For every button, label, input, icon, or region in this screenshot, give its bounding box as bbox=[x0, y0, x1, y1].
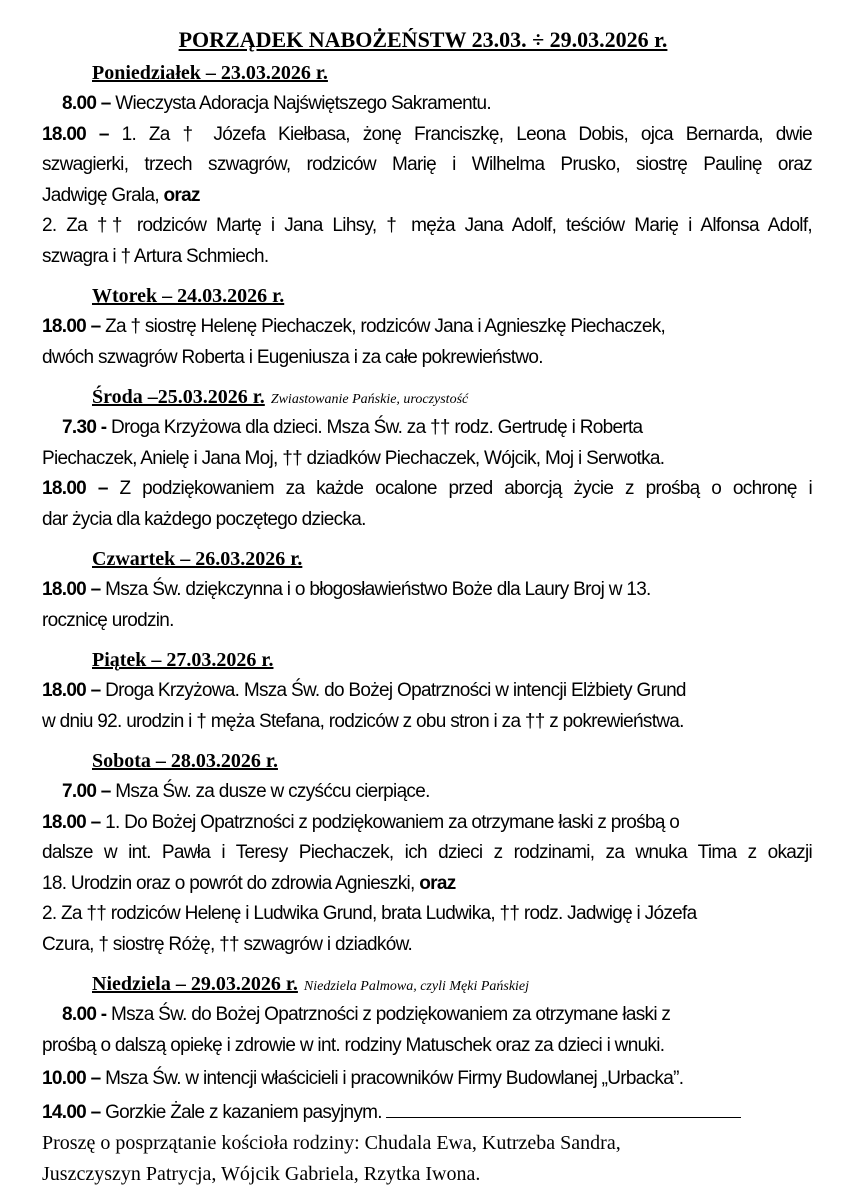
intention-text: Gorzkie Żale z kazaniem pasyjnym. bbox=[105, 1101, 382, 1123]
intention-text: Piechaczek, Anielę i Jana Moj, †† dziadków Piechaczek, Wójcik, Moj i Serwotka. bbox=[42, 447, 665, 469]
intention-text: Droga Krzyżowa. Msza Św. do Bożej Opatrzności w intencji Elżbiety Grund bbox=[105, 680, 686, 701]
intention-text: 2. Za †† rodziców Helenę i Ludwika Grund, brata Ludwika, †† rodz. Jadwigę i Józefa bbox=[42, 903, 697, 924]
intention-text: 18. Urodzin oraz o powrót do zdrowia Agnieszki, bbox=[42, 872, 420, 894]
intention-text: w dniu 92. urodzin i † męża Stefana, rodziców z obu stron i za †† z pokrewieństwa. bbox=[42, 710, 684, 732]
bold-text: oraz bbox=[419, 872, 456, 894]
day-date: Piątek – 27.03.2026 r. bbox=[92, 649, 274, 671]
day-date: Niedziela – 29.03.2026 r. bbox=[92, 973, 298, 995]
intention-text: 1. Do Bożej Opatrzności z podziękowaniem za otrzymane łaski z prośbą o bbox=[105, 811, 680, 833]
mass-intention-line bbox=[42, 1000, 812, 1031]
mass-intention-line bbox=[42, 808, 812, 839]
cleaning-notice-line: Proszę o posprzątanie kościoła rodziny: Chudala Ewa, Kutrzeba Sandra, bbox=[42, 1132, 621, 1154]
bold-text: 18.00 – bbox=[42, 811, 106, 833]
mass-intention-line bbox=[42, 242, 812, 273]
mass-intention-line bbox=[42, 575, 812, 606]
intention-text: Msza Św. w intencji właścicieli i pracowników Firmy Budowlanej „Urbacka”. bbox=[105, 1068, 684, 1089]
intention-text: rocznicę urodzin. bbox=[42, 609, 174, 631]
intention-text: dwóch szwagrów Roberta i Eugeniusza i za całe pokrewieństwo. bbox=[42, 346, 543, 368]
mass-intention-line bbox=[42, 1064, 812, 1095]
mass-intention-line bbox=[42, 211, 812, 242]
mass-intention-line bbox=[42, 505, 812, 536]
day-note: Niedziela Palmowa, czyli Męki Pańskiej bbox=[303, 979, 530, 994]
mass-intention-line bbox=[42, 150, 812, 181]
cleaning-notice-line: Juszczyszyn Patrycja, Wójcik Gabriela, Rzytka Iwona. bbox=[42, 1163, 481, 1185]
mass-intention-line bbox=[42, 474, 812, 505]
bold-text: 18.00 – bbox=[42, 478, 120, 499]
mass-intention-line bbox=[42, 444, 812, 475]
intention-text: dalsze w int. Pawła i Teresy Piechaczek, ich dzieci z rodzinami, za wnuka Tima z okazji bbox=[42, 842, 812, 863]
mass-intention-line bbox=[42, 707, 812, 738]
bold-text: 10.00 – bbox=[42, 1068, 106, 1089]
mass-intention-line bbox=[42, 777, 812, 808]
mass-intention-line bbox=[42, 1098, 812, 1129]
bold-text: 8.00 - bbox=[62, 1004, 111, 1025]
page-title: PORZĄDEK NABOŻEŃSTW 23.03. ÷ 29.03.2026 r. bbox=[178, 27, 668, 52]
bold-text: 18.00 – bbox=[42, 123, 122, 145]
bold-text: oraz bbox=[163, 184, 200, 206]
day-heading bbox=[42, 58, 812, 89]
mass-intention-line bbox=[42, 120, 812, 151]
day-heading bbox=[42, 645, 812, 676]
document bbox=[42, 24, 812, 1190]
intention-text: Msza Św. do Bożej Opatrzności z podziękowaniem za otrzymane łaski z bbox=[110, 1004, 671, 1025]
divider-rule bbox=[386, 1101, 741, 1118]
bold-text: 18.00 – bbox=[42, 579, 106, 600]
mass-intention-line bbox=[42, 1031, 812, 1062]
day-heading bbox=[42, 746, 812, 777]
intention-text: szwagierki, trzech szwagrów, rodziców Marię i Wilhelma Prusko, siostrę Paulinę oraz bbox=[42, 154, 812, 175]
intention-text: szwagra i † Artura Schmiech. bbox=[42, 245, 269, 267]
day-date: Czwartek – 26.03.2026 r. bbox=[92, 548, 303, 570]
mass-intention-line bbox=[42, 181, 812, 212]
day-date: Środa –25.03.2026 r. bbox=[92, 386, 265, 408]
mass-intention-line bbox=[42, 606, 812, 637]
day-note: Zwiastowanie Pańskie, uroczystość bbox=[270, 392, 469, 407]
mass-intention-line bbox=[42, 89, 812, 120]
mass-intention-line bbox=[42, 869, 812, 900]
day-date: Wtorek – 24.03.2026 r. bbox=[92, 285, 285, 307]
intention-text: 2. Za †† rodziców Martę i Jana Lihsy, † męża Jana Adolf, teściów Marię i Alfonsa Adolf, bbox=[42, 215, 812, 236]
bold-text: 7.00 – bbox=[62, 781, 116, 802]
intention-text: Czura, † siostrę Różę, †† szwagrów i dziadków. bbox=[42, 933, 413, 955]
mass-intention-line bbox=[42, 838, 812, 869]
mass-intention-line bbox=[42, 312, 812, 343]
intention-text: Droga Krzyżowa dla dzieci. Msza Św. za †† rodz. Gertrudę i Roberta bbox=[110, 417, 643, 438]
mass-intention-line bbox=[42, 343, 812, 374]
mass-intention-line bbox=[42, 676, 812, 707]
bold-text: 14.00 – bbox=[42, 1101, 106, 1123]
day-heading bbox=[42, 969, 812, 1000]
bold-text: 18.00 – bbox=[42, 316, 106, 337]
day-heading bbox=[42, 382, 812, 413]
intention-text: Wieczysta Adoracja Najświętszego Sakramentu. bbox=[115, 93, 491, 114]
day-date: Poniedziałek – 23.03.2026 r. bbox=[92, 62, 328, 84]
intention-text: Jadwigę Grala, bbox=[42, 184, 164, 206]
intention-text: Z podziękowaniem za każde ocalone przed aborcją życie z prośbą o ochronę i bbox=[119, 478, 812, 499]
day-heading bbox=[42, 281, 812, 312]
intention-text: Za † siostrę Helenę Piechaczek, rodziców Jana i Agnieszkę Piechaczek, bbox=[105, 316, 666, 337]
bold-text: 18.00 – bbox=[42, 680, 106, 701]
mass-intention-line bbox=[42, 899, 812, 930]
mass-intention-line bbox=[42, 413, 812, 444]
mass-intention-line bbox=[42, 930, 812, 961]
day-heading bbox=[42, 544, 812, 575]
day-date: Sobota – 28.03.2026 r. bbox=[92, 750, 278, 772]
bold-text: 7.30 - bbox=[62, 417, 111, 438]
intention-text: Msza Św. dziękczynna i o błogosławieństwo Boże dla Laury Broj w 13. bbox=[105, 579, 651, 600]
intention-text: dar życia dla każdego poczętego dziecka. bbox=[42, 508, 366, 530]
intention-text: 1. Za † Józefa Kiełbasa, żonę Franciszkę, Leona Dobis, ojca Bernarda, dwie bbox=[121, 123, 812, 145]
intention-text: prośbą o dalszą opiekę i zdrowie w int. rodziny Matuschek oraz za dzieci i wnuki. bbox=[42, 1034, 665, 1056]
intention-text: Msza Św. za dusze w czyśćcu cierpiące. bbox=[115, 781, 430, 802]
bold-text: 8.00 – bbox=[62, 93, 116, 114]
